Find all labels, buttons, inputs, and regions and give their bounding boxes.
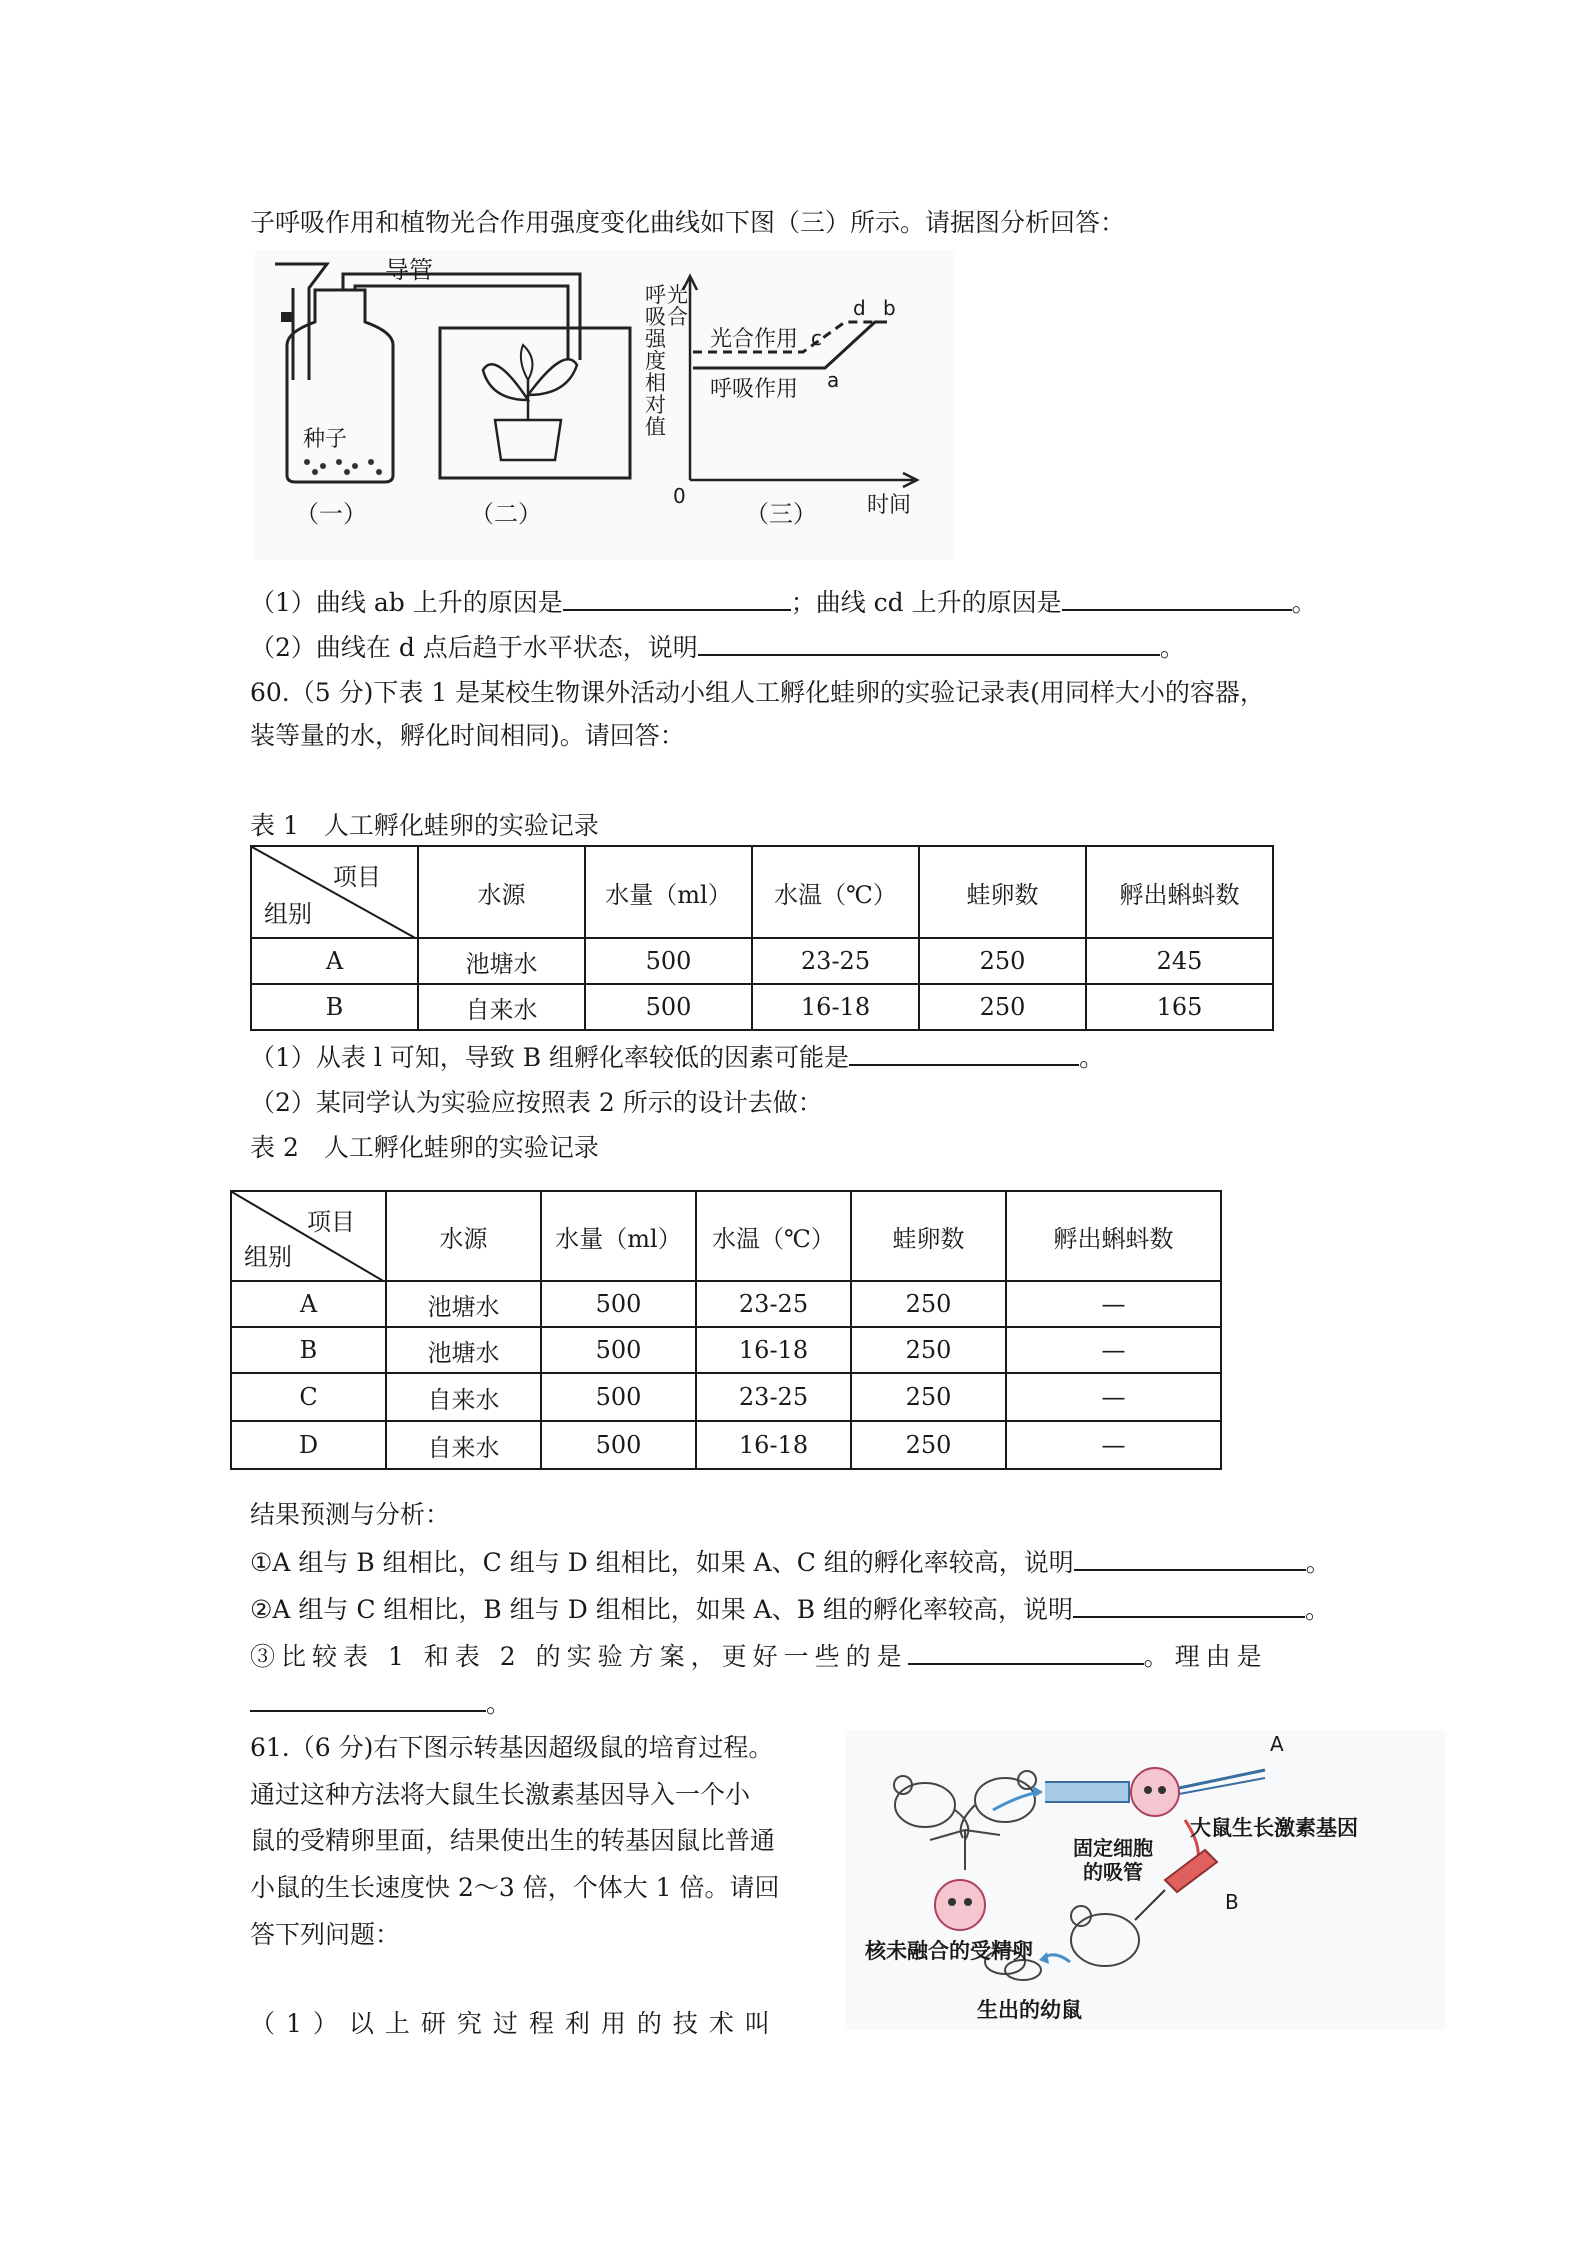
table-header: 水量（ml） [541,1191,696,1281]
q61-line1: 61.（6 分)右下图示转基因超级鼠的培育过程。 [250,1733,774,1762]
point-c-label: c [811,326,822,350]
figure-transgenic-mouse [845,1730,1445,2030]
y-axis-title: 呼 吸 强 度 相 对 值 [645,283,666,439]
table-row: A 池塘水 500 23-25 250 245 [251,938,1273,984]
q61-line3: 鼠的受精卵里面，结果使出生的转基因鼠比普通 [250,1826,776,1855]
label-b: B [1225,1890,1239,1914]
zygote-label: 核未融合的受精卵 [865,1939,1033,1963]
table-row: D 自来水 500 16-18 250 — [231,1421,1221,1469]
answer-blank[interactable] [1074,1543,1306,1571]
x-axis-title: 时间 [867,493,912,518]
pipette-label-1: 固定细胞 [1073,1836,1153,1860]
respiration-label: 呼吸作用 [710,377,799,402]
pups-label: 生出的幼鼠 [977,1998,1082,2022]
figure-label-1: （一） [295,500,367,528]
figure-experiment [255,250,955,560]
table-row: C 自来水 500 23-25 250 — [231,1373,1221,1421]
pipette-label-2: 的吸管 [1083,1860,1143,1884]
result-3-cont: 。 [250,1684,511,1722]
table-row: B 池塘水 500 16-18 250 — [231,1327,1221,1373]
transgenic-diagram [845,1730,1445,2030]
table-header: 孵出蝌蚪数 [1086,846,1273,938]
result-title: 结果预测与分析： [250,1500,451,1529]
q61-line6: （1）以上研究过程利用的技术叫 [250,2009,781,2038]
table-1 [250,845,1274,1031]
table-row: B 自来水 500 16-18 250 165 [251,984,1273,1030]
answer-blank[interactable] [1073,1590,1305,1618]
table-row: A 池塘水 500 23-25 250 — [231,1281,1221,1327]
answer-blank[interactable] [849,1038,1079,1066]
seed-label: 种子 [303,427,348,452]
gene-label: 大鼠生长激素基因 [1190,1816,1358,1840]
q61-line5: 答下列问题： [250,1920,401,1949]
table-header: 孵出蝌蚪数 [1006,1191,1221,1281]
answer-blank[interactable] [563,583,791,611]
table2-title: 表 2 人工孵化蛙卵的实验记录 [250,1133,599,1162]
q59-part2: （2）曲线在 d 点后趋于水平状态，说明 。 [250,628,1185,666]
result-1: ①A 组与 B 组相比，C 组与 D 组相比，如果 A、C 组的孵化率较高，说明 。 [250,1543,1331,1581]
point-d-label: d [853,296,866,320]
q59-part1: （1）曲线 ab 上升的原因是 ；曲线 cd 上升的原因是 。 [250,583,1317,621]
answer-blank[interactable] [908,1637,1144,1665]
point-a-label: a [827,368,840,392]
result-3: ③比较表 1 和表 2 的实验方案，更好一些的是 。理由是 [250,1637,1268,1675]
q60-line1: 60.（5 分)下表 1 是某校生物课外活动小组人工孵化蛙卵的实验记录表(用同样大小的容器， [250,678,1265,707]
table-header: 水源 [418,846,585,938]
photosynthesis-label: 光合作用 [710,327,799,352]
answer-blank[interactable] [250,1684,486,1712]
table-header: 水温（℃） [696,1191,851,1281]
table-header: 水量（ml） [585,846,752,938]
table-header: 蛙卵数 [919,846,1086,938]
table-header: 水温（℃） [752,846,919,938]
figure-label-3: （三） [745,500,817,528]
intro-line: 子呼吸作用和植物光合作用强度变化曲线如下图（三）所示。请据图分析回答： [250,208,1126,237]
table1-title: 表 1 人工孵化蛙卵的实验记录 [250,811,599,840]
figure-label-2: （二） [470,500,542,528]
tube-label: 导管 [385,256,433,284]
table-corner-cell: 项目 组别 [231,1191,386,1281]
y-axis-title-2: 光 合 [667,283,688,329]
q60-part1: （1）从表 l 可知，导致 B 组孵化率较低的因素可能是 。 [250,1038,1104,1076]
result-2: ②A 组与 C 组相比，B 组与 D 组相比，如果 A、B 组的孵化率较高，说明 。 [250,1590,1330,1628]
point-b-label: b [883,296,896,320]
q60-part2: （2）某同学认为实验应按照表 2 所示的设计去做： [250,1088,823,1117]
table-header: 蛙卵数 [851,1191,1006,1281]
q61-line4: 小鼠的生长速度快 2～3 倍，个体大 1 倍。请回 [250,1873,780,1902]
q61-line2: 通过这种方法将大鼠生长激素基因导入一个小 [250,1780,751,1809]
label-a: A [1270,1732,1284,1756]
table-corner-cell: 项目 组别 [251,846,418,938]
table-2 [230,1190,1222,1470]
table-header: 水源 [386,1191,541,1281]
q60-line2: 装等量的水，孵化时间相同)。请回答： [250,721,685,750]
origin-label: 0 [673,484,686,508]
answer-blank[interactable] [698,628,1160,656]
answer-blank[interactable] [1062,583,1292,611]
